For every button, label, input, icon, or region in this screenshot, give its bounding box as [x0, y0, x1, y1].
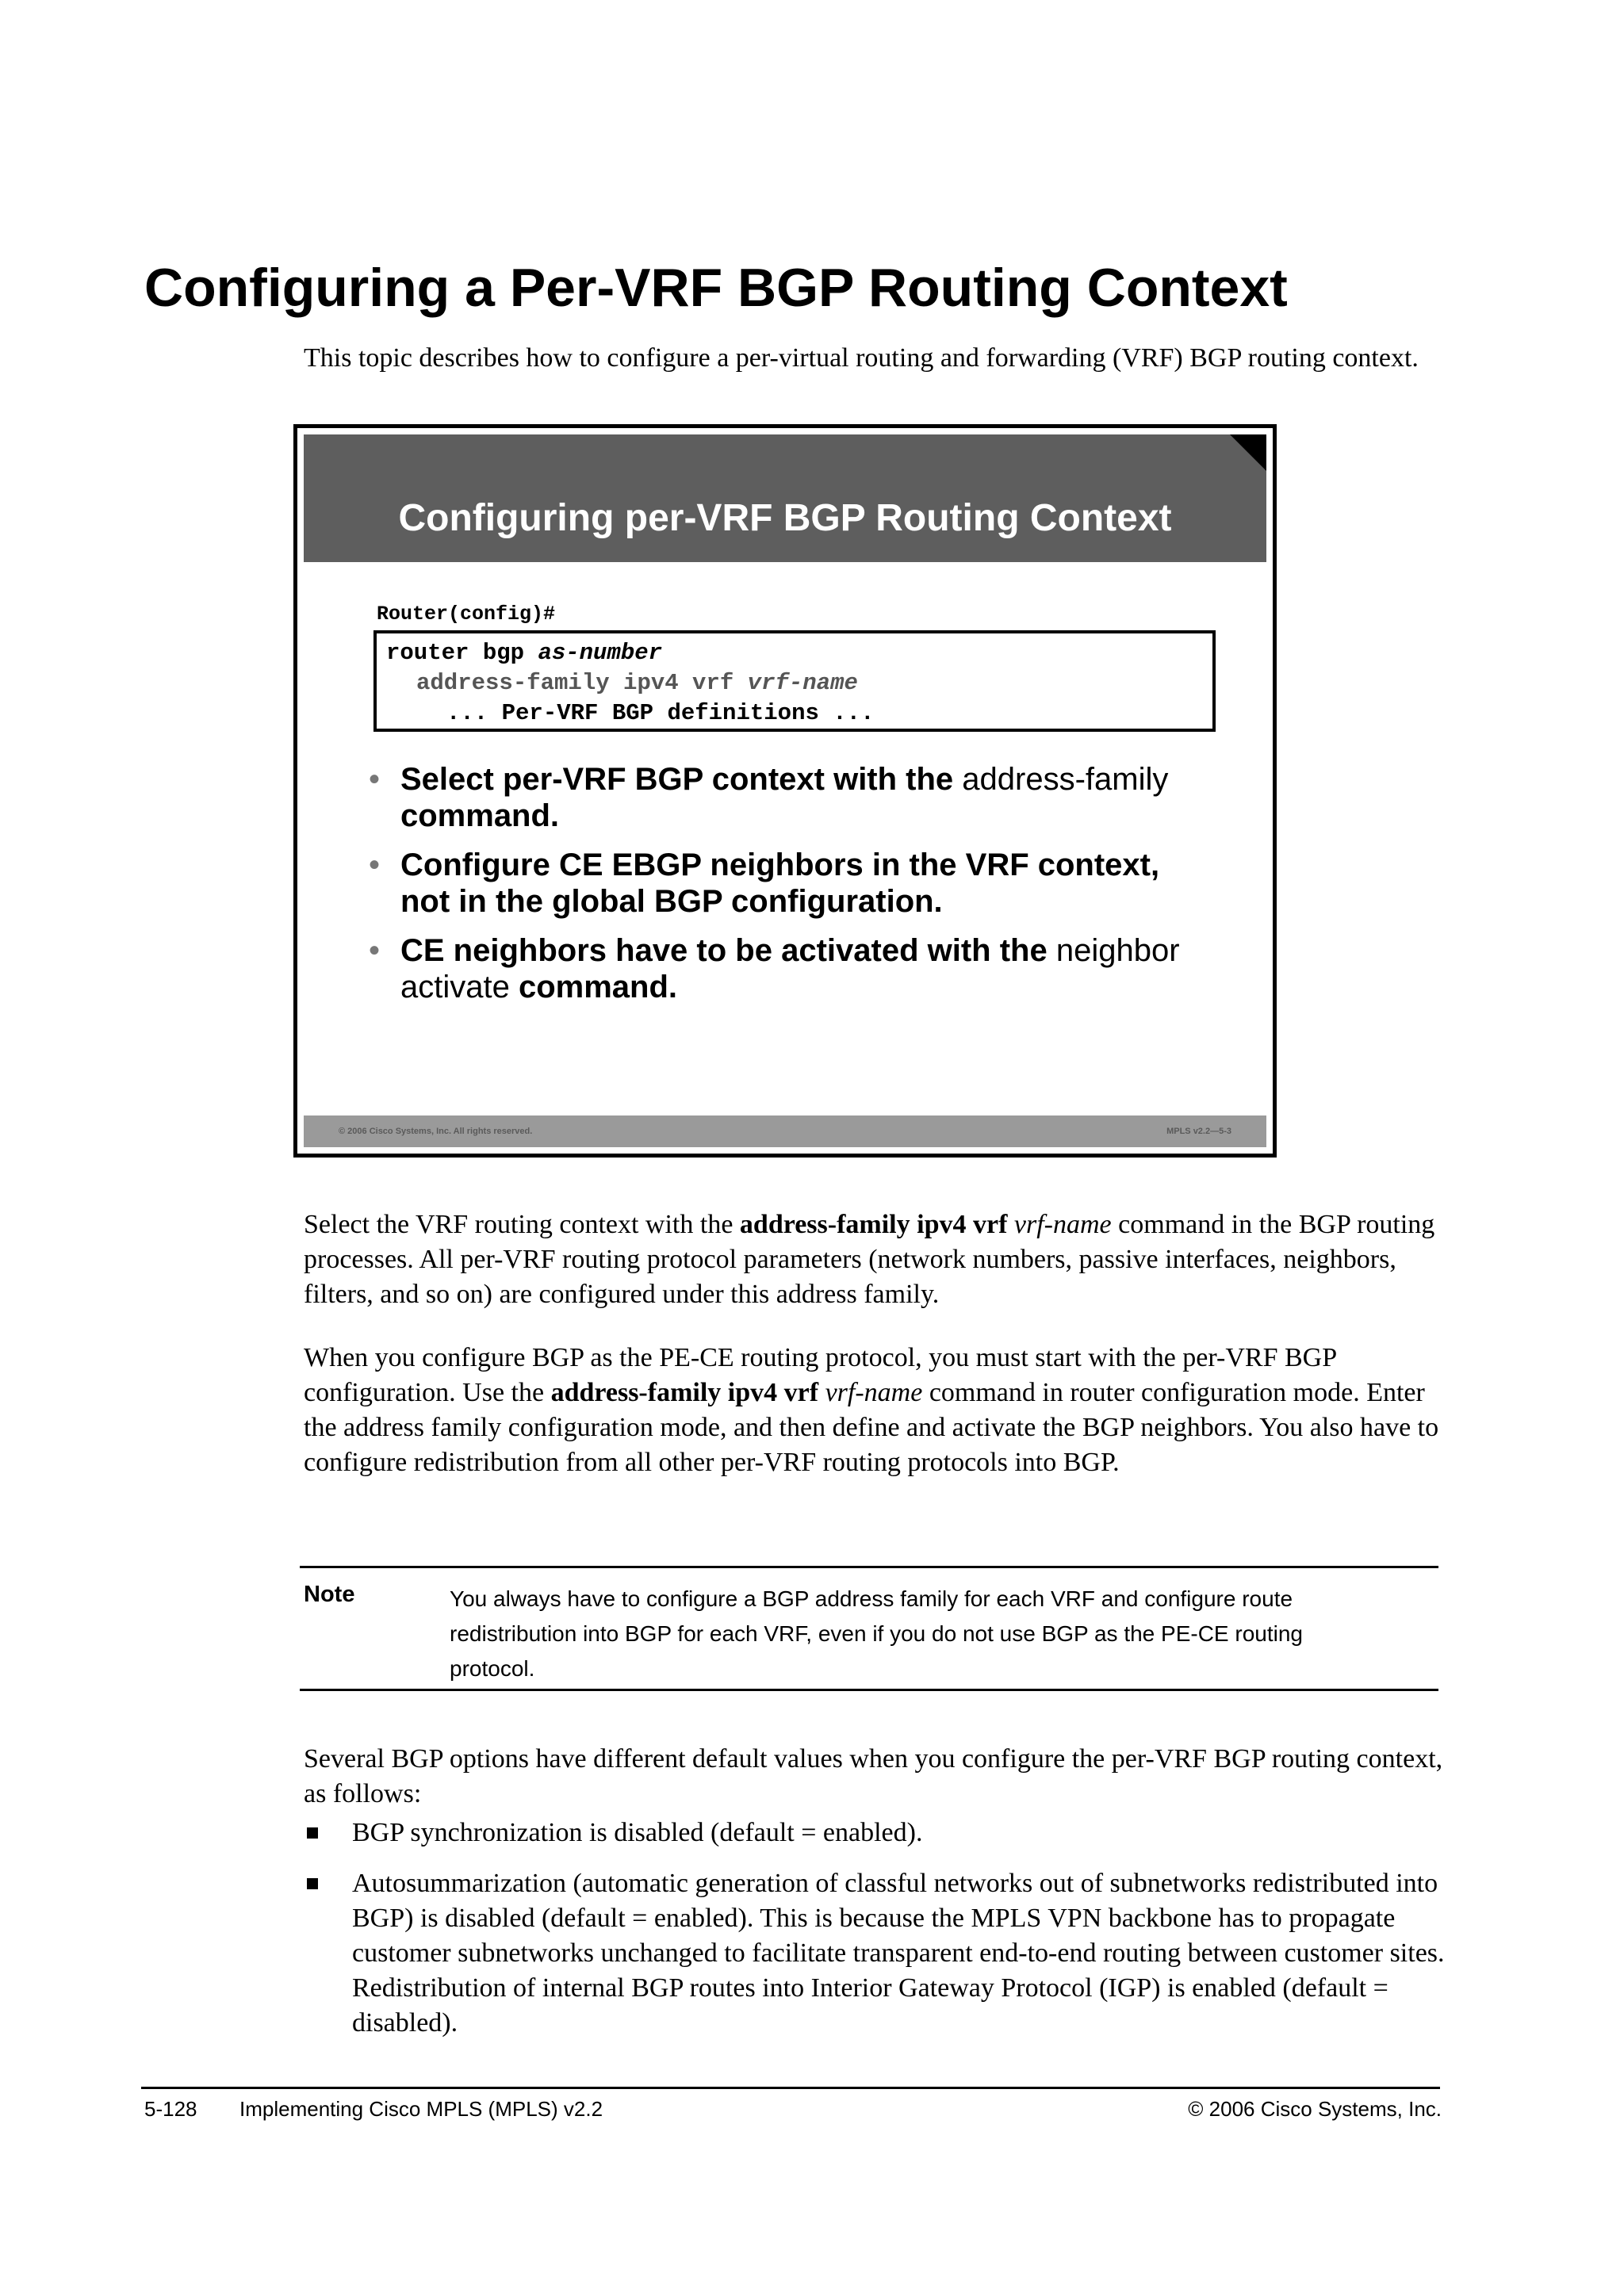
list-item: Autosummarization (automatic generation of classful networks out of subnetworks redistributed into BGP) is disabled (default = enabled). This is because the MPLS VPN backbone has to propagate customer subnetworks unchanged to facilitate transparent end-to-end routing between customer sites. Redistribution of internal BGP routes into Interior Gateway Protocol (IGP) is enabled (default = disabled). [304, 1866, 1446, 2041]
page-title: Configuring a Per-VRF BGP Routing Context [144, 258, 1288, 318]
slide [293, 424, 1277, 1158]
footer-copyright: © 2006 Cisco Systems, Inc. [1188, 2097, 1442, 2121]
bullet-square-icon [307, 1878, 318, 1889]
body-paragraph-3: Several BGP options have different default values when you configure the per-VRF BGP routing context, as follows: [304, 1744, 1443, 1808]
slide-number: MPLS v2.2—5-3 [1166, 1127, 1231, 1136]
body-paragraph-2: When you configure BGP as the PE-CE routing protocol, you must start with the per-VRF BGP configuration. Use the address-family ipv4 vrf vrf-name command in router configuration mode. Enter the address family configuration mode, and then define and activate the BGP neighbors. You also have to configure redistribution from all other per-VRF routing protocols into BGP. [304, 1343, 1439, 1477]
note-bottom-rule [300, 1689, 1438, 1691]
command-syntax-box [373, 630, 1216, 732]
command-line: address-family ipv4 vrf vrf-name [416, 670, 858, 696]
note-top-rule [300, 1566, 1438, 1568]
slide-header [304, 434, 1266, 562]
slide-bullet: • CE neighbors have to be activated with the neighbor activate command. [369, 933, 1180, 1004]
note-label: Note [304, 1582, 355, 1607]
list-item: BGP synchronization is disabled (default = enabled). [304, 1816, 1446, 1850]
note-text: You always have to configure a BGP address family for each VRF and configure route redistribution into BGP for each VRF, even if you do not use BGP as the PE-CE routing protocol. [450, 1586, 1303, 1681]
default-values-list [304, 1816, 1446, 2057]
slide-bullet: • Select per-VRF BGP context with the address-family command. [369, 762, 1169, 833]
command-line: ... Per-VRF BGP definitions ... [446, 700, 875, 726]
slide-copyright: © 2006 Cisco Systems, Inc. All rights reserved. [339, 1127, 533, 1136]
footer-rule [141, 2087, 1440, 2089]
footer-page-number: 5-128 [144, 2097, 197, 2121]
footer-book-title: Implementing Cisco MPLS (MPLS) v2.2 [239, 2097, 603, 2121]
slide-footer [304, 1115, 1266, 1147]
slide-corner-decoration [1230, 434, 1266, 471]
cli-prompt: Router(config)# [377, 603, 556, 626]
slide-bullet-list [369, 761, 1209, 1018]
body-paragraph-1: Select the VRF routing context with the address-family ipv4 vrf vrf-name command in the BGP routing processes. All per-VRF routing protocol parameters (network numbers, passive interfaces, neighbors, filters, and so on) are configured under this address family. [304, 1210, 1435, 1309]
command-line: router bgp as-number [386, 640, 663, 666]
intro-paragraph: This topic describes how to configure a per-virtual routing and forwarding (VRF) BGP routing context. [304, 343, 1419, 373]
slide-title: Configuring per-VRF BGP Routing Context [398, 497, 1172, 539]
slide-bullet: • Configure CE EBGP neighbors in the VRF context, not in the global BGP configuration. [369, 848, 1160, 919]
bullet-square-icon [307, 1827, 318, 1839]
